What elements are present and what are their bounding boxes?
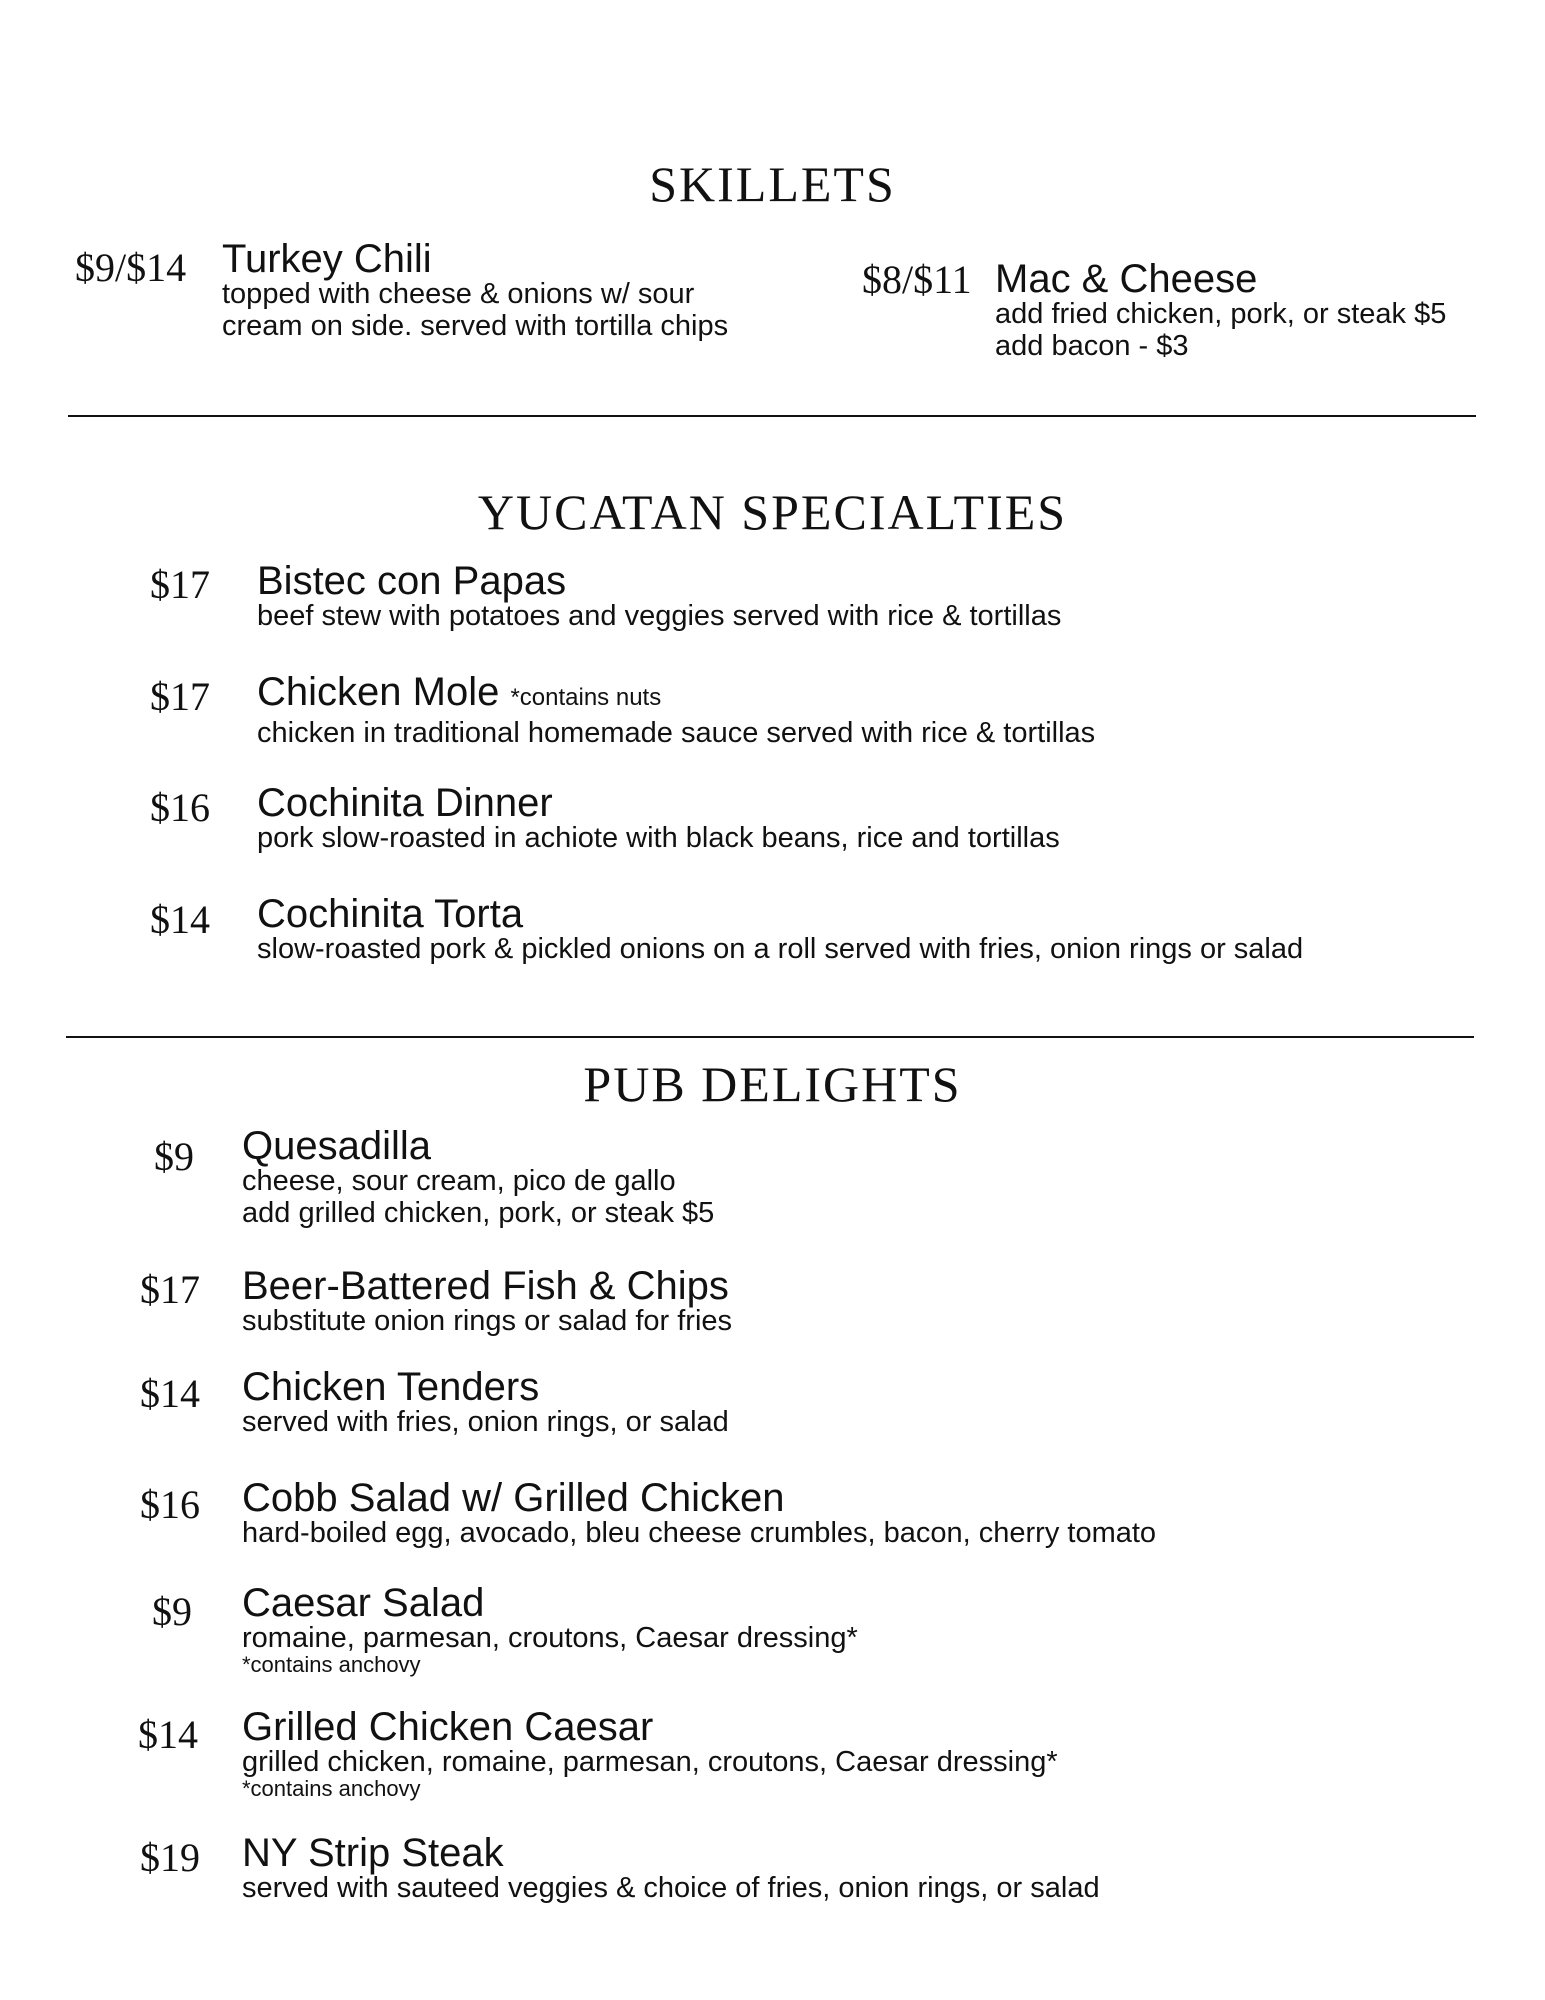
turkey-chili-item — [222, 237, 729, 342]
mole-note: *contains nuts — [510, 684, 662, 711]
divider-1 — [68, 415, 1476, 417]
steak-price: $19 — [140, 1835, 200, 1880]
tenders-item — [242, 1365, 729, 1438]
mac-cheese-item — [995, 257, 1447, 362]
mac-cheese-desc-2: add bacon - $3 — [995, 330, 1189, 362]
fish-chips-price: $17 — [140, 1267, 200, 1312]
cochinita-dinner-item — [257, 781, 1060, 854]
chicken-caesar-price: $14 — [138, 1712, 198, 1757]
steak-item — [242, 1831, 1100, 1904]
mole-price: $17 — [150, 674, 210, 719]
caesar-price: $9 — [152, 1589, 192, 1634]
mole-name: Chicken Mole — [257, 670, 500, 714]
tenders-price: $14 — [140, 1371, 200, 1416]
yucatan-heading: YUCATAN SPECIALTIES — [477, 484, 1068, 540]
bistec-item — [257, 559, 1062, 632]
cochinita-dinner-name: Cochinita Dinner — [257, 781, 553, 825]
turkey-chili-price: $9/$14 — [75, 245, 187, 290]
tenders-name: Chicken Tenders — [242, 1365, 540, 1409]
turkey-chili-desc-1: topped with cheese & onions w/ sour — [222, 278, 695, 310]
chicken-caesar-name: Grilled Chicken Caesar — [242, 1705, 654, 1749]
tenders-desc: served with fries, onion rings, or salad — [242, 1406, 729, 1438]
mac-cheese-price: $8/$11 — [862, 257, 972, 302]
mole-name-line — [257, 670, 1095, 717]
cochinita-torta-price: $14 — [150, 897, 210, 942]
divider-2 — [66, 1036, 1474, 1038]
bistec-name: Bistec con Papas — [257, 559, 567, 603]
quesadilla-name: Quesadilla — [242, 1124, 432, 1168]
fish-chips-item — [242, 1264, 733, 1337]
quesadilla-desc-2: add grilled chicken, pork, or steak $5 — [242, 1197, 715, 1229]
bistec-price: $17 — [150, 562, 210, 607]
caesar-item — [242, 1581, 858, 1677]
cobb-price: $16 — [140, 1482, 200, 1527]
cochinita-torta-item — [257, 892, 1304, 965]
caesar-desc: romaine, parmesan, croutons, Caesar dressing* — [242, 1622, 858, 1654]
mole-desc: chicken in traditional homemade sauce served with rice & tortillas — [257, 717, 1096, 749]
cobb-item — [242, 1476, 1157, 1549]
steak-desc: served with sauteed veggies & choice of fries, onion rings, or salad — [242, 1872, 1100, 1904]
cochinita-torta-name: Cochinita Torta — [257, 892, 524, 936]
turkey-chili-name: Turkey Chili — [222, 237, 432, 281]
mole-item — [257, 670, 1096, 749]
cochinita-dinner-desc: pork slow-roasted in achiote with black beans, rice and tortillas — [257, 822, 1060, 854]
cochinita-dinner-price: $16 — [150, 785, 210, 830]
fish-chips-name: Beer-Battered Fish & Chips — [242, 1264, 729, 1308]
quesadilla-desc-1: cheese, sour cream, pico de gallo — [242, 1165, 676, 1197]
steak-name: NY Strip Steak — [242, 1831, 504, 1875]
chicken-caesar-note: *contains anchovy — [242, 1776, 421, 1801]
quesadilla-item — [242, 1124, 715, 1229]
quesadilla-price: $9 — [154, 1134, 194, 1179]
cochinita-torta-desc: slow-roasted pork & pickled onions on a roll served with fries, onion rings or salad — [257, 933, 1304, 965]
fish-chips-desc: substitute onion rings or salad for fries — [242, 1305, 733, 1337]
caesar-note: *contains anchovy — [242, 1652, 421, 1677]
cobb-name: Cobb Salad w/ Grilled Chicken — [242, 1476, 785, 1520]
cobb-desc: hard-boiled egg, avocado, bleu cheese crumbles, bacon, cherry tomato — [242, 1517, 1157, 1549]
skillets-heading: SKILLETS — [649, 156, 896, 212]
chicken-caesar-desc: grilled chicken, romaine, parmesan, croutons, Caesar dressing* — [242, 1746, 1058, 1778]
caesar-name: Caesar Salad — [242, 1581, 485, 1625]
pub-heading: PUB DELIGHTS — [583, 1056, 962, 1112]
mac-cheese-desc-1: add fried chicken, pork, or steak $5 — [995, 298, 1447, 330]
chicken-caesar-item — [242, 1705, 1058, 1801]
mac-cheese-name: Mac & Cheese — [995, 257, 1258, 301]
bistec-desc: beef stew with potatoes and veggies served with rice & tortillas — [257, 600, 1062, 632]
turkey-chili-desc-2: cream on side. served with tortilla chips — [222, 310, 729, 342]
